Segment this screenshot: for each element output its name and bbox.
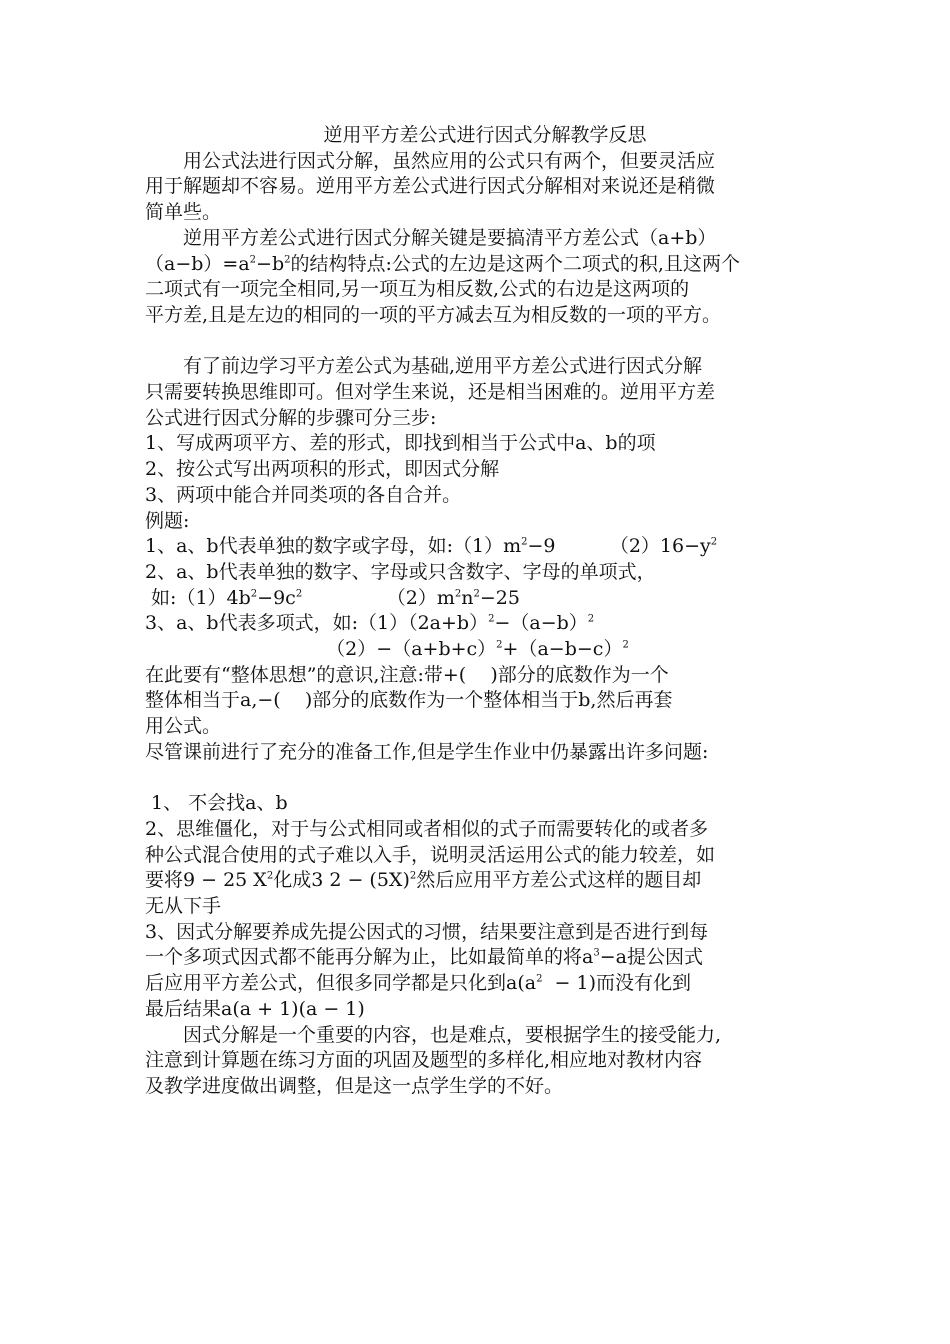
text-line: 1、 不会找a、b <box>145 792 288 815</box>
text-line: 2、思维僵化，对于与公式相同或者相似的式子而需要转化的或者多 <box>145 817 709 840</box>
text-line: $(a-b)=a^2-b^2$的结构特点:公式的左边是这两个二项式的积,且这两个 <box>145 252 740 275</box>
text-line: 有了前边学习平方差公式为基础,逆用平方差公式进行因式分解 <box>145 355 703 378</box>
text-line: 1、a、b代表单独的数字或字母，如$:(1)m^2-9$ $(2)16-y^2$ <box>145 535 718 558</box>
text-line: 只需要转换思维即可。但对学生来说，还是相当困难的。逆用平方差 <box>145 381 716 404</box>
document-body <box>145 123 825 1100</box>
text-line: 后应用平方差公式，但很多同学都是只化到$a(a^2 - 1)$而没有化到 <box>145 972 691 995</box>
text-line: 最后结果a(a + 1)(a − 1) <box>145 997 365 1020</box>
text-line: 逆用平方差公式进行因式分解关键是要搞清平方差公式（a+b） <box>145 226 717 249</box>
text-line: 用公式法进行因式分解，虽然应用的公式只有两个，但要灵活应 <box>145 149 716 172</box>
text-line: 因式分解是一个重要的内容，也是难点，要根据学生的接受能力, <box>145 1023 722 1046</box>
text-line: 无从下手 <box>145 895 222 918</box>
text-line: 公式进行因式分解的步骤可分三步: <box>145 406 437 429</box>
text-line: 要将9 − 25 $X^2$化成3 $2 - (5X)^2$然后应用平方差公式这样的题目却 <box>145 869 702 892</box>
blank-line <box>145 766 825 792</box>
text-line: 1、写成两项平方、差的形式，即找到相当于公式中a、b的项 <box>145 432 656 455</box>
text-line: 及教学进度做出调整，但是这一点学生学的不好。 <box>145 1074 564 1097</box>
text-line: 种公式混合使用的式子难以入手，说明灵活运用公式的能力较差，如 <box>145 843 716 866</box>
text-line: 用于解题却不容易。逆用平方差公式进行因式分解相对来说还是稍微 <box>145 175 716 198</box>
blank-line <box>145 329 825 355</box>
text-line: 3、因式分解要养成先提公因式的习惯，结果要注意到是否进行到每 <box>145 920 709 943</box>
text-line: 在此要有“整体思想”的意识,注意:带+( )部分的底数作为一个 <box>145 663 669 686</box>
text-line: 简单些。 <box>145 201 222 224</box>
text-line: 例题: <box>145 509 190 532</box>
text-line: 2、按公式写出两项积的形式，即因式分解 <box>145 458 500 481</box>
document-title: 逆用平方差公式进行因式分解教学反思 <box>323 124 647 146</box>
text-line: 平方差,且是左边的相同的一项的平方减去互为相反数的一项的平方。 <box>145 303 722 326</box>
text-line: 3、两项中能合并同类项的各自合并。 <box>145 483 462 506</box>
text-line: 一个多项式因式都不能再分解为止，比如最简单的将$a^3-a$提公因式 <box>145 946 703 969</box>
text-line: 二项式有一项完全相同,另一项互为相反数,公式的右边是这两项的 <box>145 278 690 301</box>
text-line: 注意到计算题在练习方面的巩固及题型的多样化,相应地对教材内容 <box>145 1049 703 1072</box>
text-line: $(2)-(a+b+c)^2+(a-b-c)^2$ <box>145 638 629 661</box>
text-line: 用公式。 <box>145 715 222 738</box>
text-line: 3、a、b代表多项式，如$:(1)(2a+b)^2-(a-b)^2$ <box>145 612 595 635</box>
text-line: 尽管课前进行了充分的准备工作,但是学生作业中仍暴露出许多问题: <box>145 740 709 763</box>
text-line: 2、a、b代表单独的数字、字母或只含数字、字母的单项式， <box>145 560 656 583</box>
text-line: 整体相当于a,−( )部分的底数作为一个整体相当于b,然后再套 <box>145 689 673 712</box>
text-line: 如$:(1)4b^2-9c^2$ $(2)m^2n^2-25$ <box>145 586 520 609</box>
